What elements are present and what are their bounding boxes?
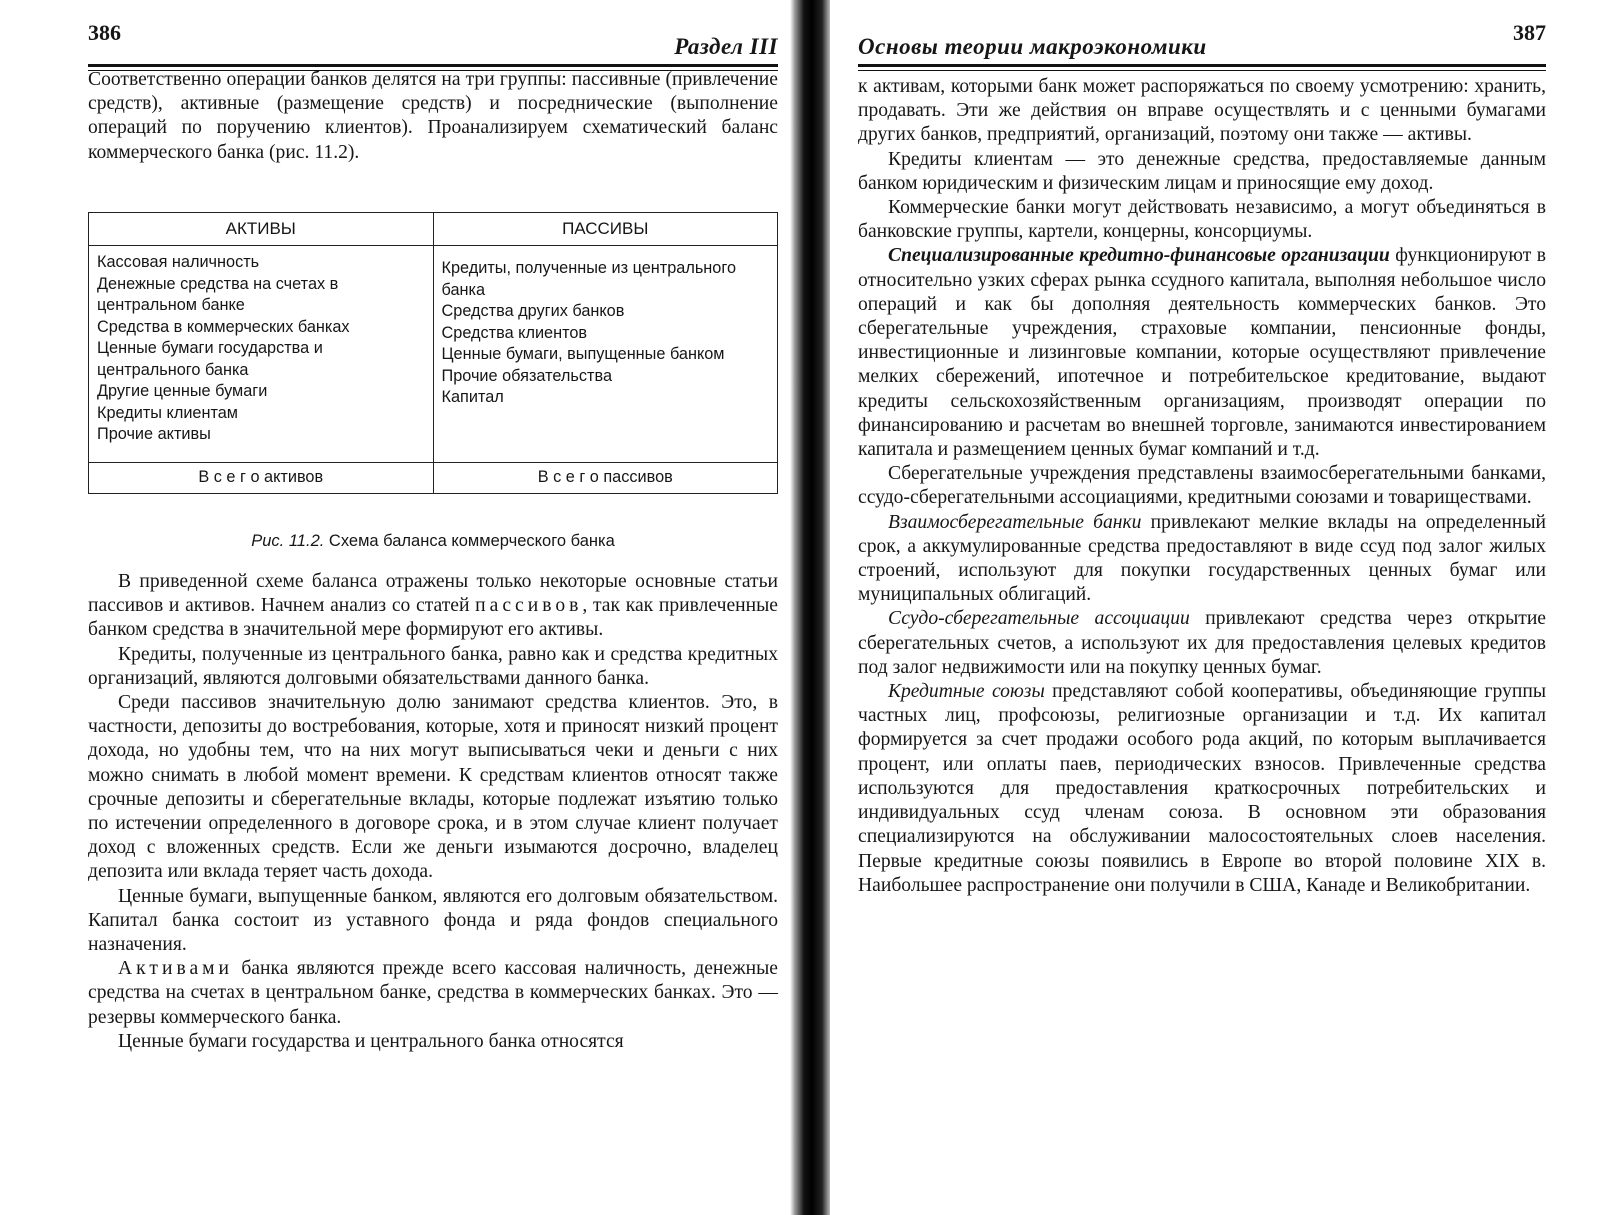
asset-item: Средства в коммерческих банках xyxy=(97,317,350,336)
left-page xyxy=(0,0,790,1215)
asset-item: Денежные средства на счетах в центральном банке xyxy=(97,274,339,314)
page-number-left: 386 xyxy=(88,20,121,45)
paragraph-text: представляют собой кооперативы, объединяющие группы частных лиц, профсоюзы, религиозные организации и т.д. Их капитал формируется за счет продажи особого рода акций, по которым выплачивается процент, или оплаты паев, периодических взносов. Привлеченные средства используются для предоставления краткосрочных потребительских и индивидуальных ссуд членам союза. В основном эти образования специализируются на обслуживании малосостоятельных слоев населения. Первые кредитные союзы появились в Европе во второй половине XIX в. Наибольшее распространение они получили в США, Канаде и Великобритании. xyxy=(858,681,1546,896)
italic-term: Ссудо-сберегательные ассоциации xyxy=(888,608,1190,630)
liability-item: Средства других банков xyxy=(441,302,625,320)
paragraph-text: функционируют в относительно узких сферах рынка ссудного капитала, выполняя небольшое число операций и как бы дополняя деятельность коммерческих банков. Это сберегательные учреждения, страховые компании, пенсионные фонды, инвестиционные и лизинговые компании, которые осуществляют привлечение мелких сбережений, ипотечное и потребительское кредитование, выдают кредиты сельскохозяйственным организациям, производят операции по финансированию и расчетам во внешней торговле, занимаются инвестированием капитала и размещением ценных бумаг компаний и т.д. xyxy=(858,245,1547,461)
italic-term: Взаимосберегательные банки xyxy=(888,511,1142,533)
paragraph: Сберегательные учреждения представлены взаимосберегательными банками, ссудо-сберегательными ассоциациями, кредитными союзами и товариществами. xyxy=(858,463,1546,509)
caption-label: Рис. 11.2. xyxy=(251,532,325,550)
bold-italic-term: Специализированные кредитно-финансовые организации xyxy=(888,245,1390,267)
paragraph: Кредиты клиентам — это денежные средства, предоставляемые данным банком юридическим и физическим лицам и приносящие ему доход. xyxy=(858,148,1546,194)
book-gutter xyxy=(790,0,830,1215)
paragraph xyxy=(858,244,1546,462)
paragraph: Ценные бумаги, выпущенные банком, являются его долговым обязательством. Капитал банка состоит из уставного фонда и ряда фондов специального назначения. xyxy=(88,885,778,956)
liabilities-list xyxy=(433,246,778,463)
page-number-right: 387 xyxy=(1513,20,1546,45)
liability-item: Прочие обязательства xyxy=(441,366,612,385)
asset-item: Кредиты клиентам xyxy=(97,403,238,422)
running-title-right: Основы теории макроэкономики xyxy=(858,34,1207,59)
figure-caption xyxy=(88,532,778,551)
paragraph xyxy=(88,570,778,643)
total-assets: В с е г о активов xyxy=(89,463,434,494)
intro-paragraph xyxy=(88,68,778,165)
asset-item: Другие ценные бумаги xyxy=(97,382,268,400)
assets-list xyxy=(89,246,434,463)
spaced-term: Активами xyxy=(118,958,234,980)
paragraph xyxy=(858,511,1546,608)
balance-table xyxy=(88,212,778,494)
paragraph: к активам, которыми банк может распоряжаться по своему усмотрению: хранить, продавать. Эти же действия он вправе осуществлять и с ценными бумагами других банков, предприятий, организаций, поэтому они также — активы. xyxy=(858,76,1546,146)
total-liabilities: В с е г о пассивов xyxy=(433,463,778,494)
asset-item: Ценные бумаги государства и центрального банка xyxy=(97,339,323,379)
paragraph xyxy=(858,680,1546,898)
paragraph-text: привлекают средства через открытие сберегательных счетов, а используют их для предоставления целевых кредитов под залог недвижимости или на покупку ценных бумаг. xyxy=(858,608,1546,678)
caption-text: Схема баланса коммерческого банка xyxy=(324,532,615,550)
intro-text: Соответственно операции банков делятся на три группы: пассивные (привлечение средств), активные (размещение средств) и посреднические (выполнение операций по поручению клиентов). Проанализируем схематический баланс коммерческого банка (рис. 11.2). xyxy=(88,69,778,163)
paragraph: Коммерческие банки могут действовать независимо, а могут объединяться в банковские группы, картели, концерны, консорциумы. xyxy=(858,197,1546,243)
right-page xyxy=(830,0,1600,1215)
paragraph xyxy=(88,957,778,1030)
right-body-text xyxy=(858,75,1546,898)
paragraph-text: , так как привлеченные банком средства в значительной мере формируют его активы. xyxy=(88,595,778,641)
assets-header: АКТИВЫ xyxy=(89,213,434,246)
paragraph: Кредиты, полученные из центрального банка, равно как и средства кредитных организаций, являются долговыми обязательствами данного банка. xyxy=(88,643,778,689)
paragraph-text: привлекают мелкие вклады на определенный срок, а аккумулированные средства предоставляют в виде ссуд под залог жилых строений, используют для покупки государственных ценных бумаг или муниципальных облигаций. xyxy=(858,511,1547,606)
paragraph: Среди пассивов значительную долю занимают средства клиентов. Это, в частности, депозиты до востребования, которые, хотя и приносят низкий процент дохода, но удобны тем, что на них могут выписываться чеки и деньги с них можно снимать в любой момент времени. К средствам клиентов относят также срочные депозиты и сберегательные вклады, которые подлежат изъятию только по истечении определенного в договоре срока, и в этом случае клиент получает доход с вложенных средств. Если же деньги изымаются досрочно, владелец депозита или вклада теряет часть дохода. xyxy=(88,692,778,883)
right-page-header xyxy=(858,18,1546,67)
liability-item: Кредиты, полученные из центрального банка xyxy=(441,259,736,299)
liabilities-header: ПАССИВЫ xyxy=(433,213,778,246)
liability-item: Капитал xyxy=(441,388,504,406)
paragraph: Ценные бумаги государства и центрального банка относятся xyxy=(118,1030,624,1052)
paragraph-text: В приведенной схеме баланса отражены только некоторые основные статьи пассивов и активов. Начнем анализ со статей xyxy=(88,571,778,617)
running-title-left: Раздел III xyxy=(674,34,778,59)
left-page-header xyxy=(88,18,778,67)
paragraph xyxy=(858,607,1546,680)
liability-item: Средства клиентов xyxy=(441,323,588,342)
left-body-text xyxy=(88,570,778,1054)
paragraph-text: банка являются прежде всего кассовая наличность, денежные средства на счетах в центральном банке, средства в коммерческих банках. Это — резервы коммерческого банка. xyxy=(88,958,778,1028)
asset-item: Прочие активы xyxy=(97,425,211,443)
italic-term: Кредитные союзы xyxy=(888,681,1045,703)
asset-item: Кассовая наличность xyxy=(97,253,260,271)
spaced-term: пассивов xyxy=(475,595,583,617)
liability-item: Ценные бумаги, выпущенные банком xyxy=(441,345,725,363)
